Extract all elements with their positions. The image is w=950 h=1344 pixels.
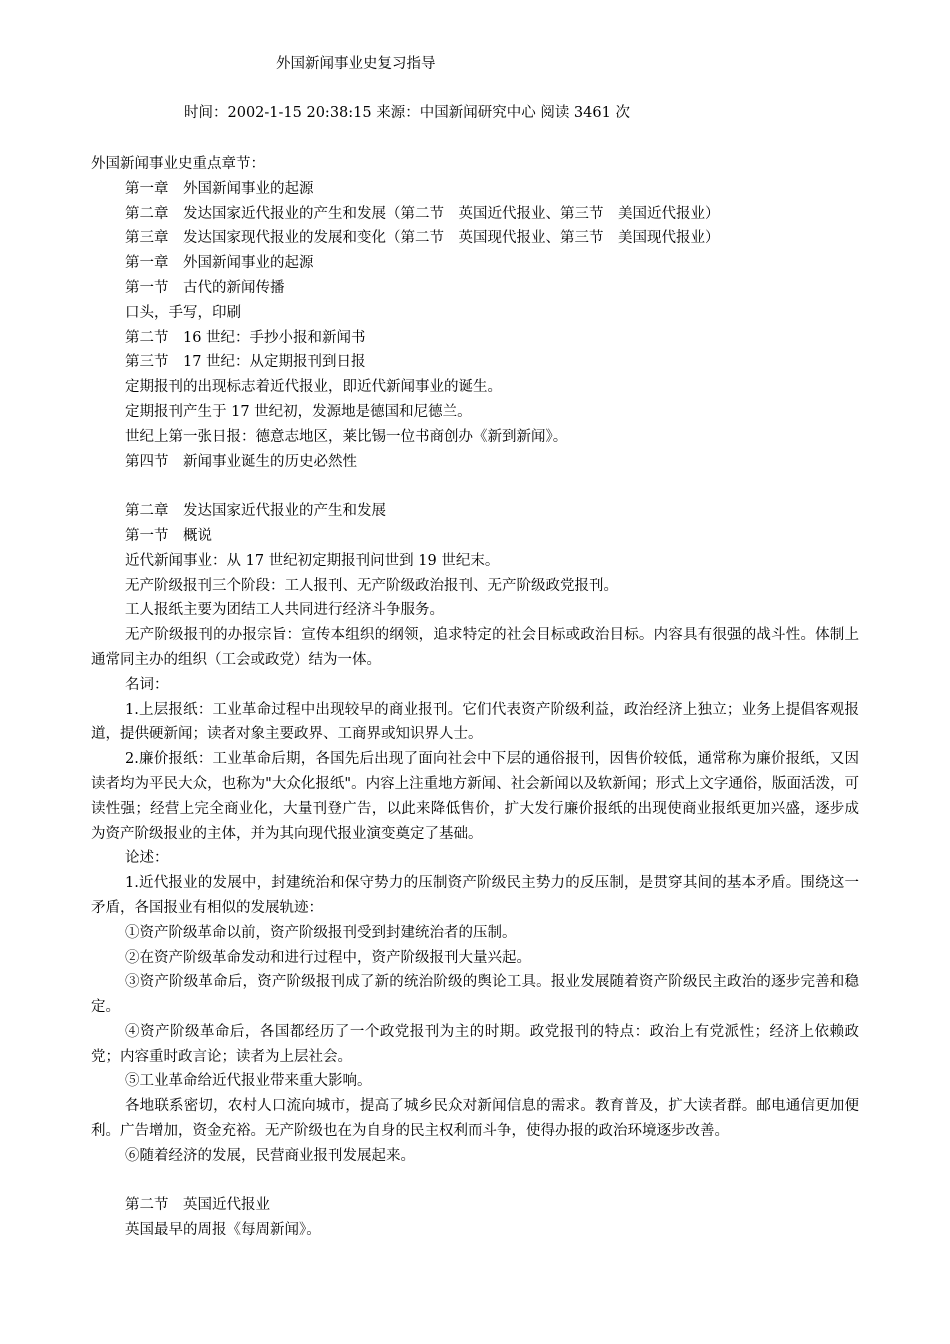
- outline-line: 第一章 外国新闻事业的起源: [125, 180, 314, 197]
- outline-line: 第三章 发达国家现代报业的发展和变化（第二节 英国现代报业、第三节 美国现代报业）: [125, 230, 720, 247]
- section-heading: 第四节 新闻事业诞生的历史必然性: [125, 453, 357, 470]
- text-line: 世纪上第一张日报：德意志地区，莱比锡一位书商创办《新到新闻》。: [125, 428, 568, 445]
- blank-line: [91, 1169, 859, 1194]
- section-heading: 第二节 16 世纪：手抄小报和新闻书: [125, 329, 366, 346]
- blank-line: [91, 474, 859, 499]
- document-meta-line: 时间：2002-1-15 20:38:15 来源：中国新闻研究中心 阅读 3461 次: [184, 105, 630, 121]
- text-line: 定期报刊产生于 17 世纪初，发源地是德国和尼德兰。: [125, 403, 472, 420]
- text-line: 工人报纸主要为团结工人共同进行经济斗争服务。: [125, 602, 444, 619]
- text-line: 英国最早的周报《每周新闻》。: [125, 1222, 321, 1239]
- text-line: 定期报刊的出现标志着近代报业，即近代新闻事业的诞生。: [125, 379, 502, 396]
- section-heading: 第三节 17 世纪：从定期报刊到日报: [125, 354, 366, 371]
- discussion-label: 论述：: [125, 850, 169, 867]
- paragraph: 1.近代报业的发展中，封建统治和保守势力的压制资产阶级民主势力的反压制，是贯穿其间的基本矛盾。围绕这一矛盾，各国报业有相似的发展轨迹：: [91, 875, 859, 916]
- text-line: ①资产阶级革命以前，资产阶级报刊受到封建统治者的压制。: [125, 924, 517, 941]
- text-line: 近代新闻事业：从 17 世纪初定期报刊问世到 19 世纪末。: [125, 552, 500, 569]
- text-line: ⑥随着经济的发展，民营商业报刊发展起来。: [125, 1147, 415, 1164]
- chapter-heading: 第二章 发达国家近代报业的产生和发展: [125, 503, 386, 520]
- chapter-heading: 第一章 外国新闻事业的起源: [125, 255, 314, 272]
- text-line: ②在资产阶级革命发动和进行过程中，资产阶级报刊大量兴起。: [125, 949, 531, 966]
- paragraph: 无产阶级报刊的办报宗旨：宣传本组织的纲领，追求特定的社会目标或政治目标。内容具有很强的战斗性。体制上通常同主办的组织（工会或政党）结为一体。: [91, 627, 859, 668]
- text-line: 无产阶级报刊三个阶段：工人报刊、无产阶级政治报刊、无产阶级政党报刊。: [125, 577, 618, 594]
- paragraph: 各地联系密切，农村人口流向城市，提高了城乡民众对新闻信息的需求。教育普及，扩大读者群。邮电通信更加便利。广告增加，资金充裕。无产阶级也在为自身的民主权利而斗争，使得办报的政治环境逐步改善。: [91, 1098, 859, 1140]
- text-line: 口头，手写，印刷: [125, 304, 241, 321]
- paragraph: ③资产阶级革命后，资产阶级报刊成了新的统治阶级的舆论工具。报业发展随着资产阶级民主政治的逐步完善和稳定。: [91, 974, 859, 1016]
- document-title: 外国新闻事业史复习指导: [276, 56, 436, 72]
- document-body: [91, 152, 859, 1243]
- text-line: ⑤工业革命给近代报业带来重大影响。: [125, 1073, 372, 1090]
- paragraph: ④资产阶级革命后，各国都经历了一个政党报刊为主的时期。政党报刊的特点：政治上有党派性；经济上依赖政党；内容重时政言论；读者为上层社会。: [91, 1023, 859, 1065]
- outline-line: 第二章 发达国家近代报业的产生和发展（第二节 英国近代报业、第三节 美国近代报业）: [125, 205, 720, 222]
- section-heading: 第一节 概说: [125, 527, 212, 544]
- key-chapters-heading: 外国新闻事业史重点章节：: [91, 156, 265, 172]
- section-heading: 第一节 古代的新闻传播: [125, 279, 285, 296]
- paragraph: 1.上层报纸：工业革命过程中出现较早的商业报刊。它们代表资产阶级利益，政治经济上独立；业务上提倡客观报道，提供硬新闻；读者对象主要政界、工商界或知识界人士。: [91, 701, 859, 743]
- terms-label: 名词：: [125, 676, 169, 693]
- section-heading: 第二节 英国近代报业: [125, 1197, 270, 1214]
- paragraph: 2.廉价报纸：工业革命后期，各国先后出现了面向社会中下层的通俗报刊，因售价较低，通常称为廉价报纸，又因读者均为平民大众，也称为"大众化报纸"。内容上注重地方新闻、社会新闻以及软新闻；形式上文字通俗，版面活泼，可读性强；经营上完全商业化，大量刊登广告，以此来降低售价，扩大发行廉价报纸的出现使商业报纸更加兴盛，逐步成为资产阶级报业的主体，并为其向现代报业演变奠定了基础。: [91, 751, 859, 842]
